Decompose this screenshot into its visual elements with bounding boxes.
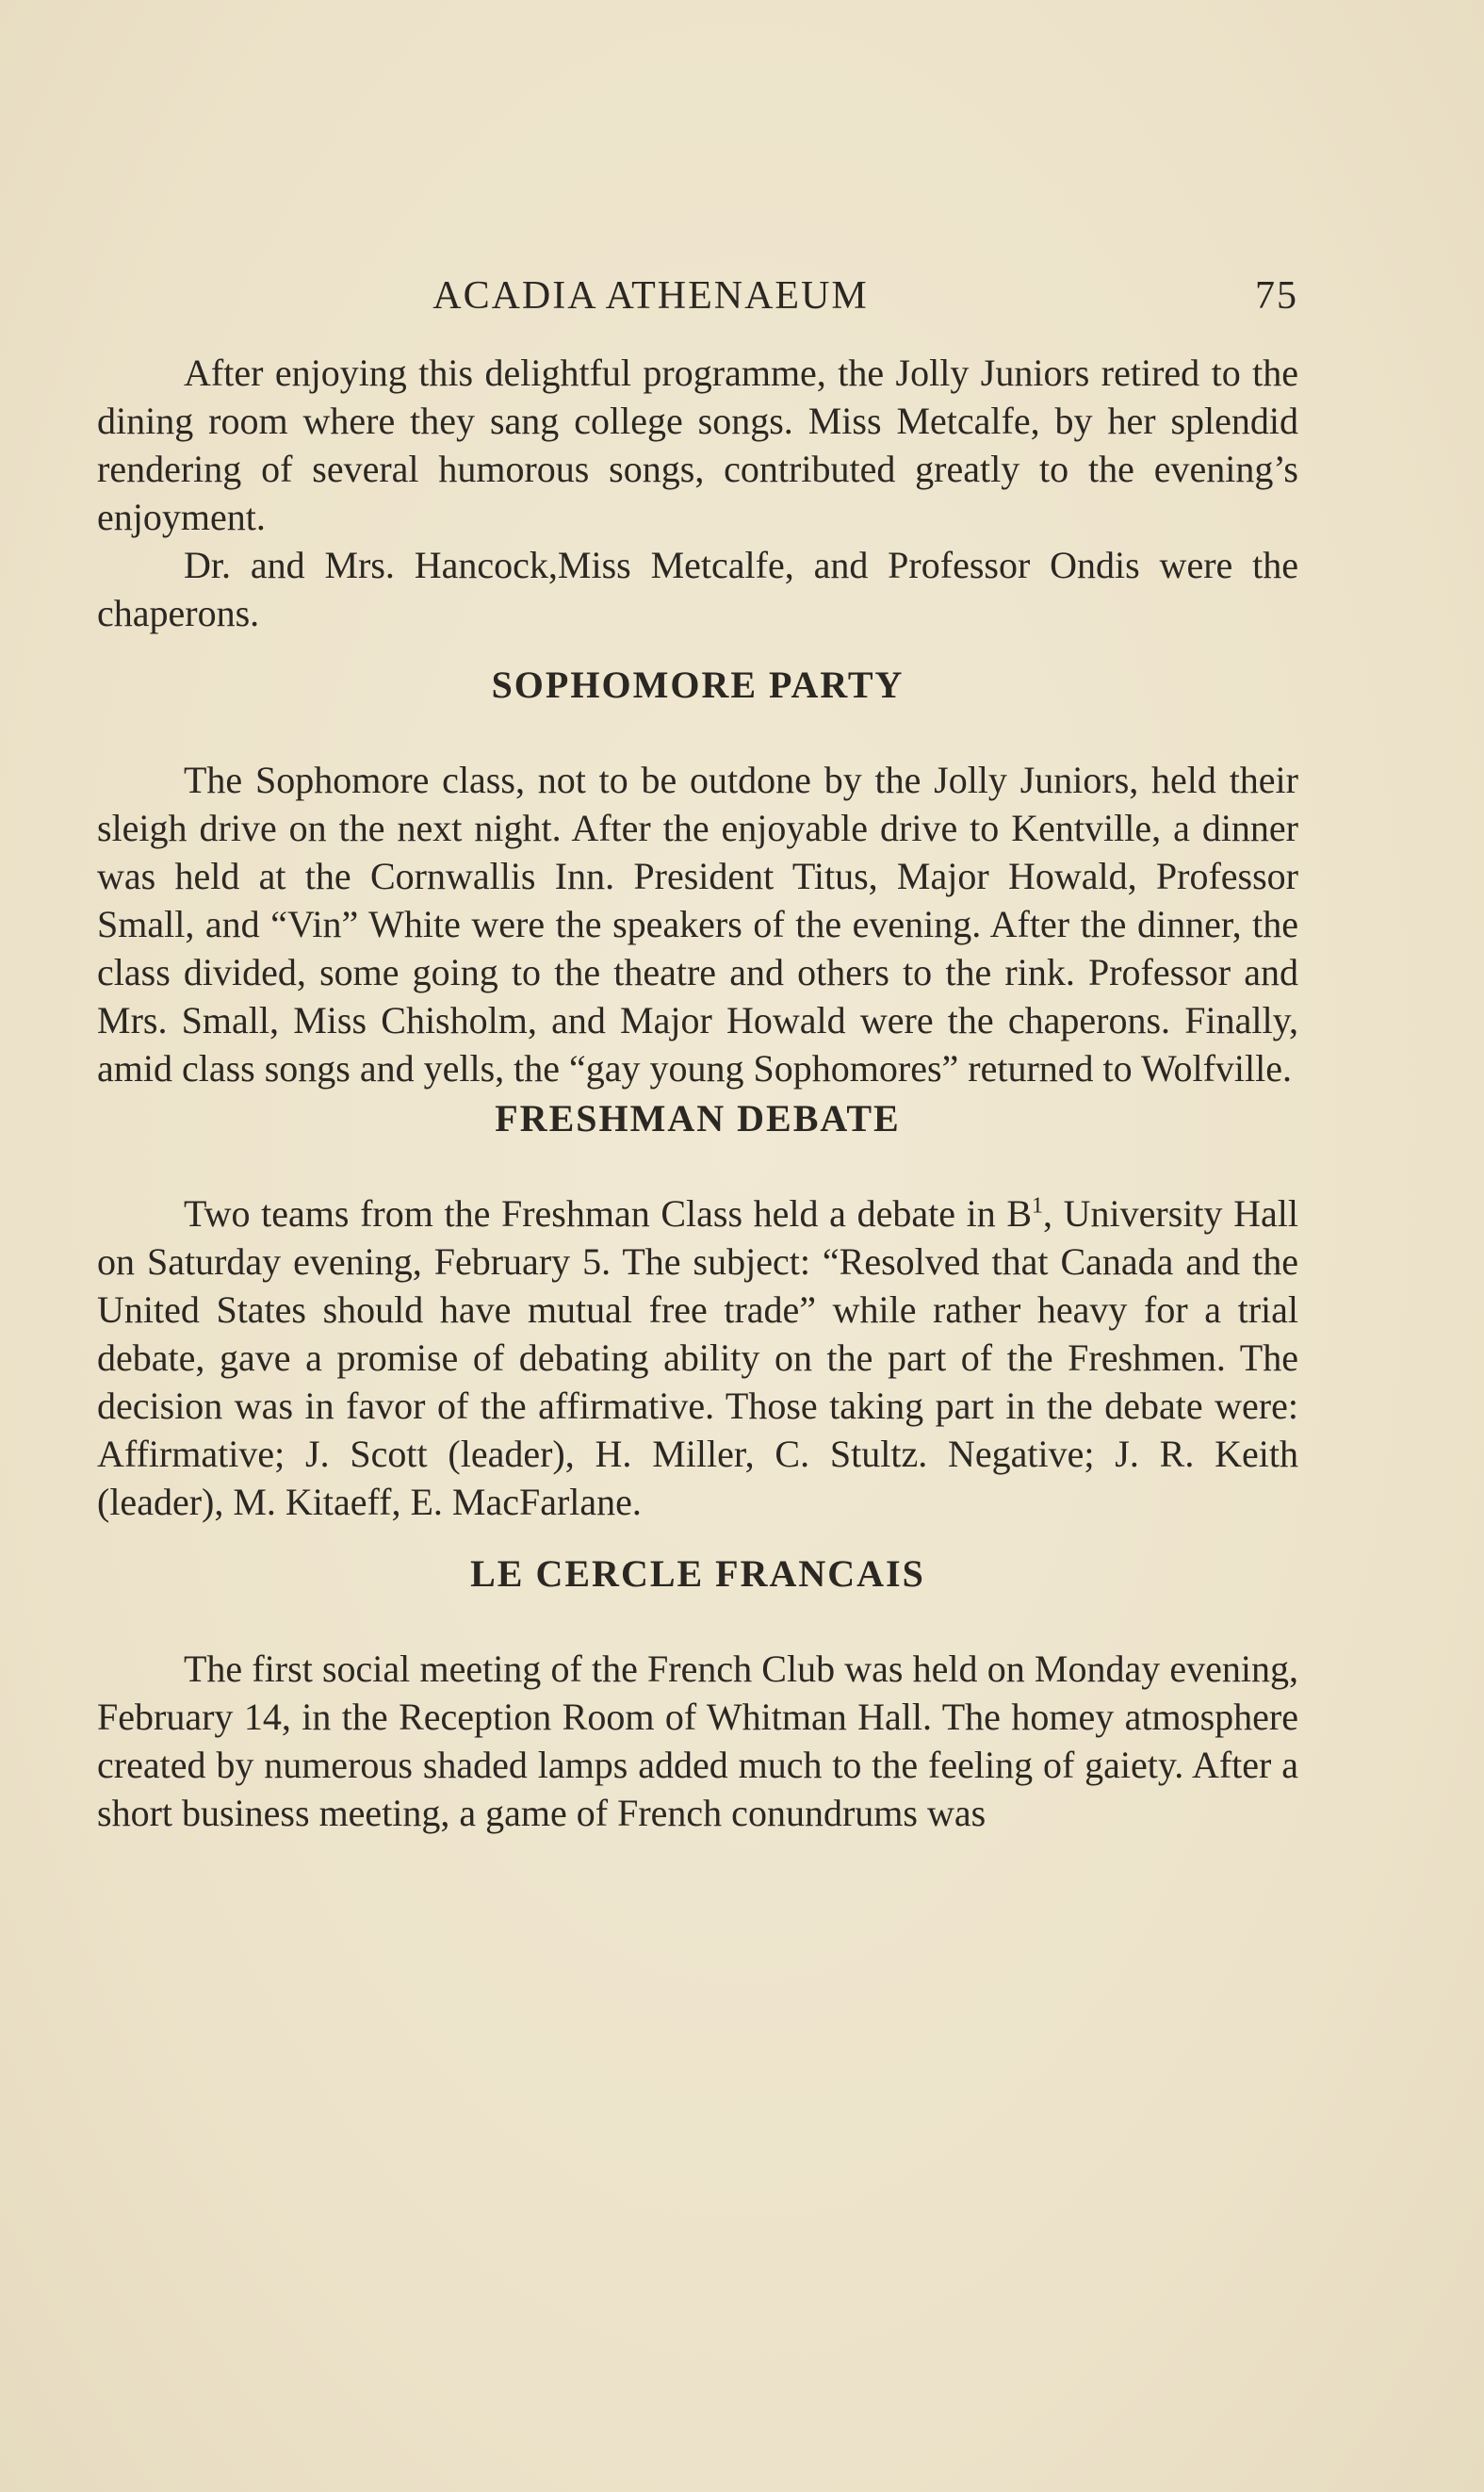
paragraph-with-superscript (97, 1189, 1298, 1526)
page-number: 75 (1255, 274, 1298, 318)
section-heading-le-cercle-francais: LE CERCLE FRANCAIS (470, 1552, 925, 1595)
running-head-title: ACADIA ATHENAEUM (432, 274, 869, 318)
running-head (97, 273, 1298, 330)
paragraph-text: , University Hall on Saturday evening, February 5. The subject: “Resolved that Canada and the United States should have mutual free trade” while rather heavy for a trial debate, gave a promise of debating ability on the part of the Freshmen. The decision was in favor of the affirmative. Those taking part in the debate were: Affirmative; J. Scott (leader), H. Miller, C. Stultz. Negative; J. R. Keith (leader), M. Kitaeff, E. MacFarlane. (97, 1192, 1298, 1523)
paragraph: The Sophomore class, not to be outdone by the Jolly Juniors, held their sleigh drive on the next night. After the enjoyable drive to Kentville, a dinner was held at the Cornwallis Inn. President Titus, Major Howald, Professor Small, and “Vin” White were the speakers of the evening. After the dinner, the class divided, some going to the theatre and others to the rink. Professor and Mrs. Small, Miss Chisholm, and Major Howald were the chaperons. Finally, amid class songs and yells, the “gay young Sophomores” returned to Wolfville. (97, 759, 1298, 1090)
paragraph-text: Two teams from the Freshman Class held a debate in B (184, 1192, 1032, 1235)
text-column (97, 273, 1298, 1837)
paragraph: Dr. and Mrs. Hancock,Miss Metcalfe, and Professor Ondis were the chaperons. (97, 544, 1298, 634)
section-heading-sophomore-party: SOPHOMORE PARTY (491, 664, 905, 706)
section-heading-freshman-debate: FRESHMAN DEBATE (495, 1097, 901, 1139)
superscript: 1 (1032, 1193, 1043, 1219)
paragraph: The first social meeting of the French Club was held on Monday evening, February 14, in the Reception Room of Whitman Hall. The homey atmosphere created by numerous shaded lamps added much to the feeling of gaiety. After a short business meeting, a game of French conundrums was (97, 1648, 1298, 1834)
paragraph: After enjoying this delightful programme, the Jolly Juniors retired to the dining room where they sang college songs. Miss Metcalfe, by her splendid rendering of several humorous songs, contributed greatly to the evening’s enjoyment. (97, 352, 1298, 538)
